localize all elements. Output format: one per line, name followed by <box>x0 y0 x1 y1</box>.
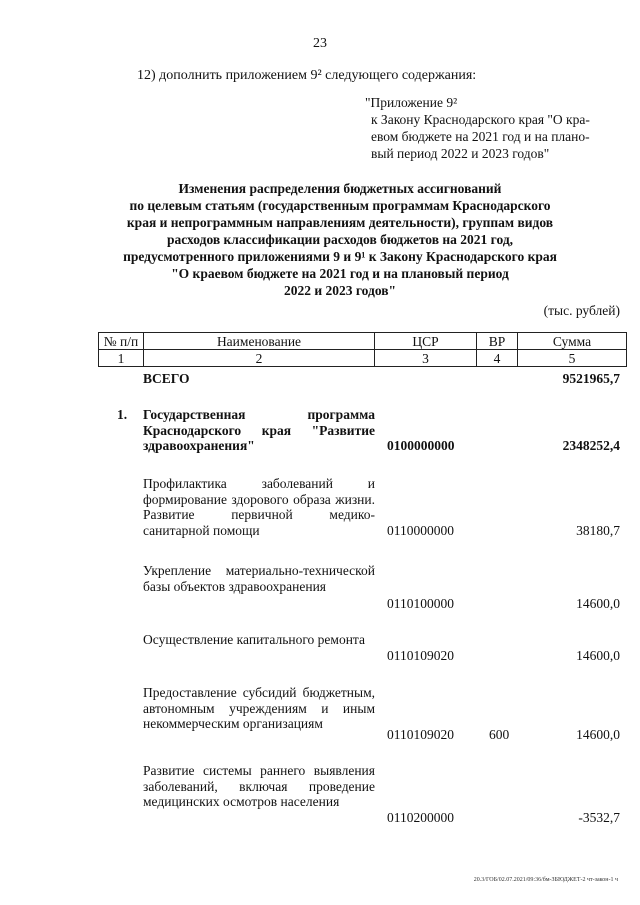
header-name: Наименование <box>144 333 375 350</box>
row-csr: 0110000000 <box>387 523 454 538</box>
row-number: 1. <box>117 407 128 422</box>
header-vr: ВР <box>477 333 518 350</box>
appendix-reference <box>365 94 590 162</box>
title-line: Изменения распределения бюджетных ассигнований <box>178 181 502 196</box>
row-sum: 14600,0 <box>576 727 620 742</box>
row-csr: 0110109020 <box>387 727 454 742</box>
row-vr: 600 <box>489 727 510 742</box>
header-num: № п/п <box>99 333 144 350</box>
row-sum: 2348252,4 <box>562 438 620 453</box>
appendix-line-3: евом бюджете на 2021 год и на плано- <box>371 129 590 144</box>
title-line: предусмотренного приложениями 9 и 9¹ к Закону Краснодарского края <box>123 249 557 264</box>
header-row <box>99 333 627 350</box>
numbering-cell: 4 <box>477 350 518 367</box>
total-label: ВСЕГО <box>143 371 190 386</box>
row-name: Предоставление субсидий бюджетным, автономным учреждениям и иным некоммерческим организациям <box>143 685 375 731</box>
numbering-cell: 1 <box>99 350 144 367</box>
numbering-cell: 3 <box>375 350 477 367</box>
row-sum: 14600,0 <box>576 648 620 663</box>
header-sum: Сумма <box>518 333 627 350</box>
title-line: по целевым статьям (государственным программам Краснодарского <box>129 198 551 213</box>
numbering-cell: 2 <box>144 350 375 367</box>
row-csr: 0110109020 <box>387 648 454 663</box>
units-label: (тыс. рублей) <box>543 303 620 318</box>
row-name: Осуществление капитального ремонта <box>143 632 365 647</box>
row-sum: -3532,7 <box>578 810 620 825</box>
title-line: края и непрограммным направлениям деятельности), группам видов <box>126 215 554 230</box>
row-sum: 14600,0 <box>576 596 620 611</box>
page-number: 23 <box>313 36 327 51</box>
row-csr: 0110200000 <box>387 810 454 825</box>
title-line: "О краевом бюджете на 2021 год и на плановый период <box>171 266 509 281</box>
row-name: Государственная программа Краснодарского края "Развитие здравоохранения" <box>143 407 375 453</box>
numbering-cell: 5 <box>518 350 627 367</box>
amendment-line: 12) дополнить приложением 9² следующего содержания: <box>137 68 477 83</box>
row-sum: 38180,7 <box>576 523 620 538</box>
appendix-line-4: вый период 2022 и 2023 годов" <box>371 146 550 161</box>
total-sum: 9521965,7 <box>562 371 620 386</box>
row-name: Укрепление материально-технической базы объектов здравоохранения <box>143 563 375 594</box>
numbering-row <box>99 350 627 367</box>
appendix-line-2: к Закону Краснодарского края "О кра- <box>371 112 590 127</box>
title-line: 2022 и 2023 годов" <box>283 283 397 298</box>
title-line: расходов классификации расходов бюджетов на 2021 год, <box>166 232 514 247</box>
header-csr: ЦСР <box>375 333 477 350</box>
footer-code: 20.3/ГОБ/02.07.2021/09:36/бм-ЗБЮДЖЕТ-2 чт-закон-1 ч <box>473 877 618 883</box>
document-title <box>90 180 590 299</box>
appendix-line-1: "Приложение 9² <box>365 95 458 110</box>
row-csr: 0110100000 <box>387 596 454 611</box>
row-name: Профилактика заболеваний и формирование здорового образа жизни. Развитие первичной медико-санитарной помощи <box>143 476 375 538</box>
row-name: Развитие системы раннего выявления заболеваний, включая проведение медицинских осмотров населения <box>143 763 375 809</box>
table-header <box>98 332 627 367</box>
row-csr: 0100000000 <box>387 438 455 453</box>
